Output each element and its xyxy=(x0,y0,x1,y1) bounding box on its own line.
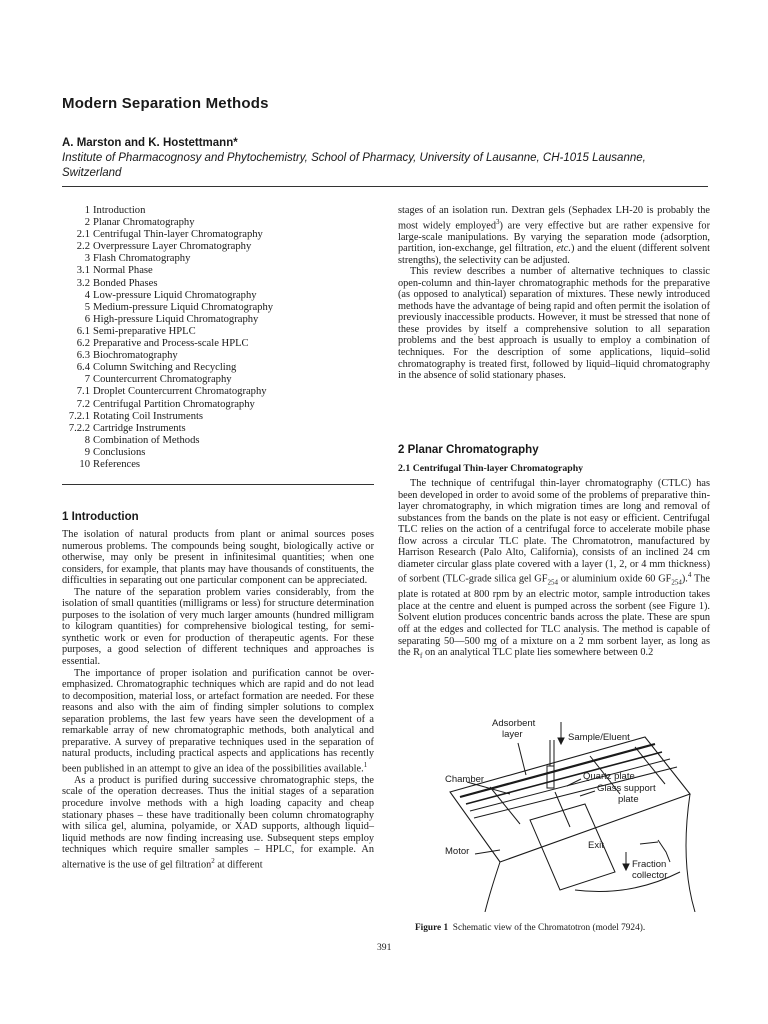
toc-number: 2.2 xyxy=(76,241,90,253)
citation: 2 xyxy=(211,856,215,865)
citation: 3 xyxy=(496,217,500,226)
toc-entry xyxy=(30,217,360,229)
toc-number: 4 xyxy=(84,289,90,301)
toc-number: 7.2.2 xyxy=(68,422,90,434)
label-layer: layer xyxy=(502,729,523,740)
toc-entry xyxy=(30,399,360,411)
paragraph: The technique of centrifugal thin-layer chromatography (CTLC) has been developed in order to avoid some of the problems of preparative thin-layer chromatography, in which migration times are long and removal of substances from the bands on the plate is not easy or efficient. Centrifugal TLC relies on the action of a centrifugal force to accelerate mobile phase flow across a circular TLC plate. The Chromatotron, manufactured by Harrison Research (Palo Alto, California), consists of an inclined 24 cm diameter circular glass plate covered with a layer (1, 2, or 4 mm thickness) of sorbent (TLC-grade silica gel $GF_{254}$ or aluminium oxide 60 $GF_{254}).^4$ The plate is rotated at 800 rpm by an electric motor, sample introduction takes place at the centre and eluent is pumped across the sorbent (see Figure 1). Solvent elution produces concentric bands across the plate. These are spun off at the edges and collected for TLC analysis. The method is capable of separating 50—500 mg of a mixture on a 2 mm sorbent layer, as long as the $R_f$ on an analytical TLC plate lies somewhere between 0.2 xyxy=(398,478,710,661)
toc-number: 3.1 xyxy=(76,265,90,277)
toc-number: 7.2.1 xyxy=(68,410,90,422)
label-leader xyxy=(640,842,658,844)
label-chamber: Chamber xyxy=(445,774,485,785)
paragraph: The isolation of natural products from plant or animal sources poses numerous problems. The compounds being sought, biologically active or otherwise, may only be present in infinitesimal quantities; when one considers, for example, that plants may have thousands of constituents, the difficulties in separating out one particular component can be appreciated. xyxy=(62,529,374,587)
arrow-head xyxy=(623,864,629,870)
toc-entry xyxy=(30,411,360,423)
toc-title: Introduction xyxy=(93,205,146,216)
toc-number: 6 xyxy=(84,313,90,325)
paragraph: This review describes a number of alternative techniques to classic open-column and thin-layer chromatographic methods for the preparative (as opposed to analytical) separation of mixtures. These newly introduced methods have the advantage of being rapid and often permit the isolation of previously inaccessible products. However, it must be stressed that none of these provides by itself a comprehensive solution to all separation problems and the best approach is usually to employ a combination of techniques. For the description of some applications, liquid–solid chromatography is treated first, followed by liquid–liquid chromatography in the absence of solid stationary phases. xyxy=(398,266,710,382)
toc-entry xyxy=(30,278,360,290)
caption-label: Figure 1 xyxy=(415,923,449,933)
toc-title: Centrifugal Partition Chromatography xyxy=(93,398,255,410)
toc-entry xyxy=(30,459,360,471)
citation: 4 xyxy=(687,571,692,580)
toc-entry xyxy=(30,205,360,217)
toc-entry xyxy=(30,435,360,447)
toc-number: 1 xyxy=(84,205,90,216)
toc-title: Combination of Methods xyxy=(93,434,200,446)
base-right xyxy=(686,794,695,912)
label-quartz-plate: Quartz plate xyxy=(583,771,635,782)
toc-number: 8 xyxy=(84,434,90,446)
arrow-head xyxy=(558,738,564,744)
toc-number: 6.1 xyxy=(76,325,90,337)
affiliation: Institute of Pharmacognosy and Phytochemistry, School of Pharmacy, University of Lausanne, CH-1015 Lausanne, Switzerland xyxy=(62,152,646,179)
toc-entry xyxy=(30,253,360,265)
toc-number: 3.2 xyxy=(76,277,90,289)
spindle xyxy=(547,766,554,788)
toc-title: Planar Chromatography xyxy=(93,217,195,229)
toc-entry xyxy=(30,265,360,277)
figure-chromatotron xyxy=(430,712,720,912)
toc-title: References xyxy=(93,458,141,470)
section-heading-introduction: 1 Introduction xyxy=(62,511,139,523)
toc-title: Low-pressure Liquid Chromatography xyxy=(93,289,257,301)
table-of-contents xyxy=(30,205,360,471)
toc-divider xyxy=(62,484,374,485)
label-leader xyxy=(580,791,595,796)
toc-entry xyxy=(30,241,360,253)
toc-number: 7 xyxy=(84,374,90,386)
toc-entry xyxy=(30,326,360,338)
toc-number: 5 xyxy=(84,301,90,313)
toc-entry xyxy=(30,302,360,314)
label-adsorbent: Adsorbent xyxy=(492,718,536,729)
toc-entry xyxy=(30,350,360,362)
toc-title: Column Switching and Recycling xyxy=(93,362,237,374)
toc-entry xyxy=(30,374,360,386)
toc-entry xyxy=(30,362,360,374)
label-glass-support: Glass support xyxy=(597,783,656,794)
toc-title: Semi-preparative HPLC xyxy=(93,325,196,337)
toc-number: 7.1 xyxy=(76,386,90,398)
figure-caption xyxy=(415,923,645,933)
toc-entry xyxy=(30,447,360,459)
paragraph: The nature of the separation problem varies considerably, from the isolation of small quantities (milligrams or less) for structure determination purposes to the isolation of very much larger amounts (hundred milligram to kilogram quantities) for comprehensive biological testing, for semi-synthetic work or even for production of therapeutic agents. For these purposes, a good selection of different techniques and approaches is essential. xyxy=(62,586,374,668)
authors: A. Marston and K. Hostettmann* xyxy=(62,137,238,149)
toc-number: 3 xyxy=(84,253,90,265)
label-leader xyxy=(518,743,526,775)
toc-title: Overpressure Layer Chromatography xyxy=(93,241,252,253)
toc-title: Bonded Phases xyxy=(93,277,158,289)
toc-title: Droplet Countercurrent Chromatography xyxy=(93,386,267,398)
label-sample-eluent: Sample/Eluent xyxy=(568,732,630,743)
paragraph: As a product is purified during successive chromatographic steps, the scale of the operation decreases. Thus the initial stages of a separation procedure involve methods with a high loading capacity and cheap stationary phases – these have traditionally been column chromatography with silica gel, alumina, polyamide, or XAD supports, although liquid–liquid methods are now finding increasing use. Subsequent steps employ techniques which require smaller samples – HPLC, for example. An alternative is the use of gel filtration$^2$ at different xyxy=(62,774,374,871)
toc-entry xyxy=(30,314,360,326)
toc-title: Cartridge Instruments xyxy=(93,422,186,434)
toc-number: 2 xyxy=(84,217,90,229)
toc-entry xyxy=(30,229,360,241)
toc-number: 7.2 xyxy=(76,398,90,410)
toc-entry xyxy=(30,290,360,302)
toc-title: Centrifugal Thin-layer Chromatography xyxy=(93,229,263,241)
toc-title: Preparative and Process-scale HPLC xyxy=(93,338,249,350)
section-heading-planar: 2 Planar Chromatography xyxy=(398,444,539,456)
toc-title: Rotating Coil Instruments xyxy=(93,410,204,422)
planar-body xyxy=(398,478,710,663)
chromatotron-diagram xyxy=(430,712,720,912)
toc-number: 6.3 xyxy=(76,350,90,362)
toc-number: 6.2 xyxy=(76,338,90,350)
label-collector: collector xyxy=(632,870,668,881)
toc-title: Normal Phase xyxy=(93,265,153,277)
toc-number: 9 xyxy=(84,446,90,458)
introduction-body xyxy=(62,529,374,871)
article-title: Modern Separation Methods xyxy=(62,95,269,112)
label-leader xyxy=(475,850,500,854)
header-divider xyxy=(62,186,708,187)
toc-title: Conclusions xyxy=(93,446,146,458)
toc-title: Biochromatography xyxy=(93,350,178,362)
citation: 1 xyxy=(363,760,368,769)
toc-title: Countercurrent Chromatography xyxy=(93,374,232,386)
toc-number: 2.1 xyxy=(76,229,90,241)
caption-text: Schematic view of the Chromatotron (model 7924). xyxy=(452,923,646,933)
paragraph: stages of an isolation run. Dextran gels (Sephadex LH-20 is probably the most widely employed$^3$) are very effective but are rather expensive for large-scale manipulations. By varying the separation mode (adsorption, partition, ion-exchange, gel filtration, etc.) and the eluent (different solvent strengths), the selectivity can be adjusted. xyxy=(398,205,711,266)
toc-title: Flash Chromatography xyxy=(93,253,191,265)
label-exit: Exit xyxy=(588,840,604,851)
toc-number: 6.4 xyxy=(76,362,90,374)
toc-title: High-pressure Liquid Chromatography xyxy=(93,313,259,325)
paragraph: The importance of proper isolation and purification cannot be over-emphasized. Chromatographic techniques which are rapid and do not lead to decomposition, material loss, or artefact formation are needed. For these reasons and also with the aim of finding simpler solutions to complex separation problems, the last few years have seen the development of a remarkable array of new chromatographic methods, both analytical and preparative. A survey of preparative techniques used in the separation of natural products, including practical aspects and applications has recently been published in an attempt to give an idea of the possibilities available.$^1$ xyxy=(62,667,374,775)
base-left xyxy=(485,862,500,912)
toc-entry xyxy=(30,338,360,350)
toc-title: Medium-pressure Liquid Chromatography xyxy=(93,301,274,313)
page-number: 391 xyxy=(377,942,392,953)
subsection-heading: 2.1 Centrifugal Thin-layer Chromatography xyxy=(398,463,584,474)
label-motor: Motor xyxy=(445,846,470,857)
continued-body xyxy=(398,205,710,382)
label-fraction: Fraction xyxy=(632,859,667,870)
toc-number: 10 xyxy=(79,458,90,470)
toc-entry xyxy=(30,386,360,398)
label-plate: plate xyxy=(618,794,639,805)
toc-entry xyxy=(30,423,360,435)
